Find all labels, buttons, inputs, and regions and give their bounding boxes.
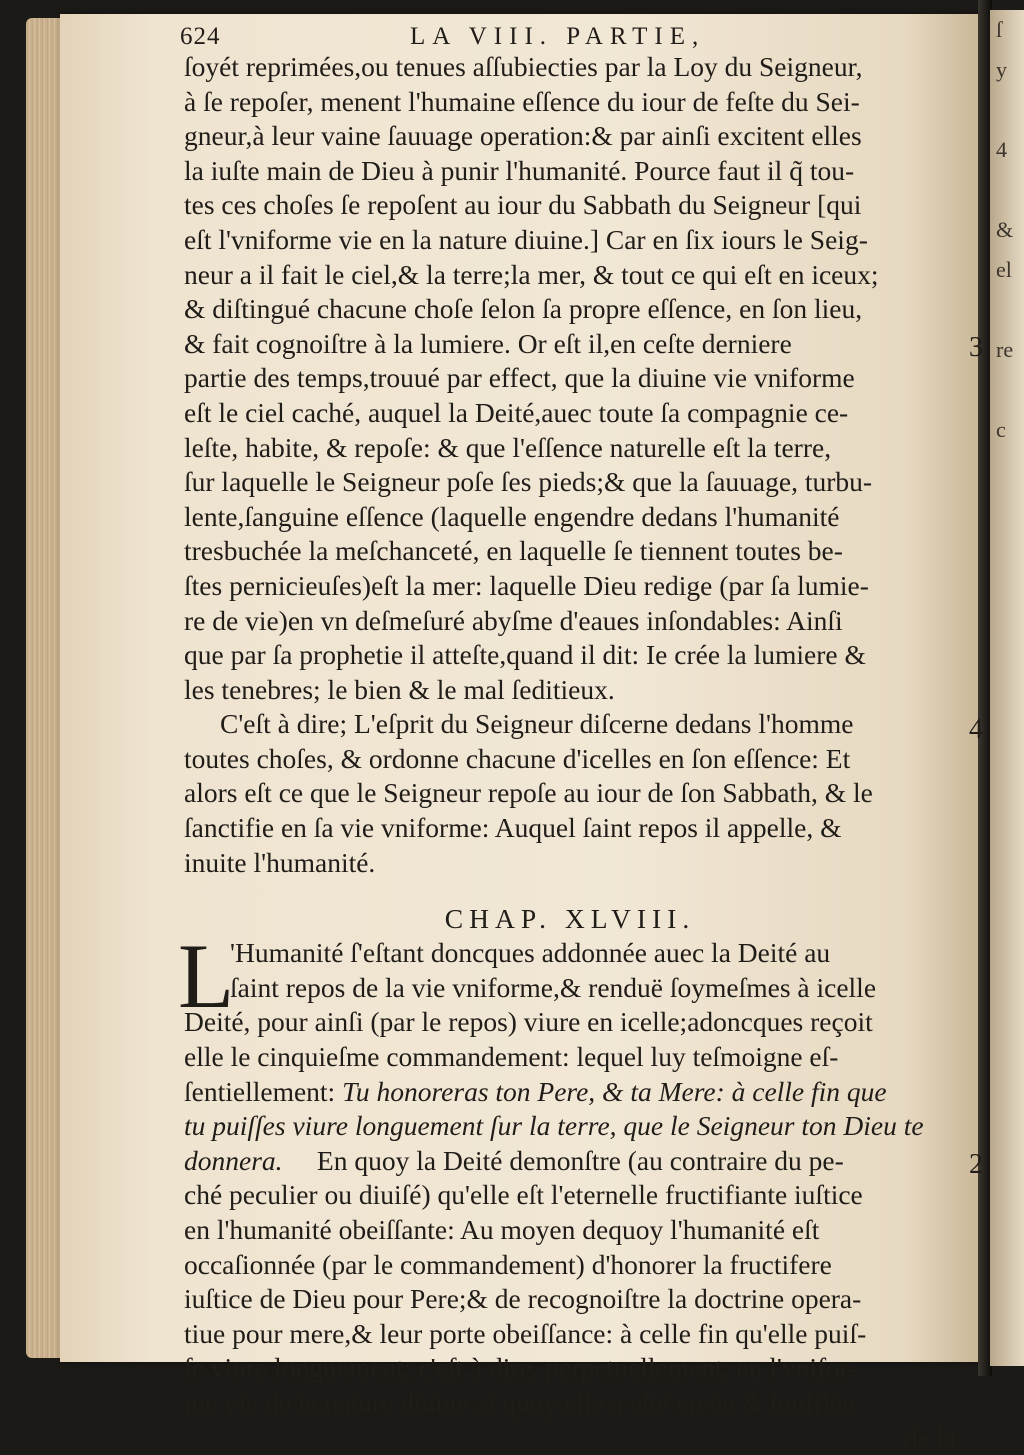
italic-quotation: donnera.: [184, 1144, 283, 1176]
text-line: eſt l'vniforme vie en la nature diuine.] Car en ſix iours le Seig-: [184, 223, 868, 255]
italic-quotation: Tu honoreras ton Pere, & ta Mere: à celle fin que: [342, 1075, 887, 1107]
text-line: ſoyét reprimées,ou tenues aſſubiecties par la Loy du Seigneur,: [184, 51, 863, 82]
paragraph-1: [184, 50, 983, 707]
facing-text: [996, 90, 1024, 130]
facing-text: el: [996, 257, 1012, 282]
text-line: lente,ſanguine eſſence (laquelle engendre dedans l'humanité: [184, 500, 840, 532]
facing-text: re: [996, 337, 1014, 362]
text-line: 'Humanité ſ'eſtant doncques addonnée auec la Deité au: [230, 937, 831, 969]
facing-page-fragment: [990, 10, 1024, 1366]
text-line: gneur,à leur vaine ſauuage operation:& par ainſi excitent elles: [184, 120, 862, 152]
margin-number: 4: [969, 714, 983, 746]
text-line: Deité, pour ainſi (par le repos) viure en icelle;adoncques reçoit: [184, 1006, 873, 1038]
text-line: me vie de la nature diuine: à quoy elle a eſté creée & ſoufflée: [184, 1386, 855, 1418]
text-line: tes ces choſes ſe repoſent au iour du Sabbath du Seigneur [qui: [184, 189, 862, 221]
text-line: [184, 707, 983, 746]
text-line: la iuſte main de Dieu à punir l'humanité. Pource faut il q̃ tou-: [184, 154, 855, 186]
text-line: que par ſa prophetie il atteſte,quand il dit: Ie crée la lumiere &: [184, 639, 866, 671]
text-line: tiue pour mere,& leur porte obeiſſance: à celle fin qu'elle puiſ-: [184, 1317, 867, 1349]
text-line: inuite l'humanité.: [184, 846, 376, 878]
facing-text: [996, 290, 1024, 330]
text-line: re de vie)en vn deſmeſuré abyſme d'eaues inſondables: Ainſi: [184, 604, 843, 636]
text-line-content: ſentiellement:: [184, 1075, 343, 1107]
text-line: en l'humanité obeiſſante: Au moyen dequoy l'humanité eſt: [184, 1214, 820, 1245]
text-line: partie des temps,trouué par effect, que la diuine vie vniforme: [184, 362, 855, 394]
text-line: leſte, habite, & repoſe: & que l'eſſence naturelle eſt la terre,: [184, 431, 832, 463]
page-text: [178, 23, 983, 1455]
text-line-content: C'eſt à dire; L'eſprit du Seigneur diſcerne dedans l'homme: [220, 708, 854, 740]
text-line: ſanctifie en ſa vie vniforme: Auquel ſaint repos il appelle, &: [184, 812, 842, 844]
text-line: toutes choſes, & ordonne chacune d'icelles en ſon eſſence: Et: [184, 742, 851, 774]
text-line: ſtes pernicieuſes)eſt la mer: laquelle Dieu redige (par ſa lumie-: [184, 569, 869, 601]
text-line: à ſe repoſer, menent l'humaine eſſence du iour de feſte du Sei-: [184, 85, 860, 117]
italic-quotation: tu puiſſes viure longuement ſur la terre, que le Seigneur ton Dieu te: [184, 1110, 924, 1142]
text-line: tresbuchée la meſchanceté, en laquelle ſe tiennent toutes be-: [184, 535, 843, 567]
running-title: LA VIII. PARTIE,: [410, 23, 706, 50]
text-line: ché peculier ou diuiſé) qu'elle eſt l'eternelle fructifiante iuſtice: [184, 1179, 863, 1211]
text-line: alors eſt ce que le Seigneur repoſe au iour de ſon Sabbath, & le: [184, 777, 873, 809]
margin-number: 3: [969, 331, 983, 363]
facing-text: &: [996, 217, 1014, 242]
facing-text: ſ: [996, 17, 1003, 42]
paragraph-2: [184, 707, 983, 880]
facing-text: [996, 370, 1024, 410]
text-line: ſaint repos de la vie vniforme,& renduë ſoymeſmes à icelle: [230, 971, 877, 1003]
facing-text: [996, 170, 1024, 210]
text-line: [184, 1144, 983, 1180]
running-header: [180, 23, 956, 50]
facing-text: c: [996, 417, 1006, 442]
text-line: & diſtingué chacune choſe ſelon ſa propre eſſence, en ſon lieu,: [184, 293, 863, 325]
chapter-heading: CHAP. XLVIII.: [444, 903, 696, 935]
text-line-content: En quoy la Deité demonſtre (au contraire du pe-: [316, 1144, 844, 1176]
text-line: iuſtice de Dieu pour Pere;& de recognoiſtre la doctrine opera-: [184, 1283, 862, 1315]
page-number: 624: [180, 23, 221, 50]
catchword: de la: [903, 1421, 956, 1453]
facing-text: 4: [996, 137, 1007, 162]
facing-text: y: [996, 57, 1007, 82]
text-line: ſe viure longuement; c'eſt à dire, perpetuellement, en l'vnifor-: [184, 1352, 858, 1384]
text-line: les tenebres; le bien & le mal ſeditieux.: [184, 673, 615, 705]
text-line: [184, 1075, 956, 1110]
text-line: occaſionnée (par le commandement) d'honorer la fructifere: [184, 1248, 832, 1280]
text-line: eſt le ciel caché, auquel la Deité,auec toute ſa compagnie ce-: [184, 396, 849, 428]
text-line-content: & fait cognoiſtre à la lumiere. Or eſt il,en ceſte derniere: [184, 327, 792, 359]
text-line: [184, 327, 983, 363]
text-line: elle le cinquieſme commandement: lequel luy teſmoigne eſ-: [184, 1041, 839, 1073]
drop-capital: L: [178, 925, 235, 1028]
text-line: neur a il fait le ciel,& la terre;la mer, & tout ce qui eſt en iceux;: [184, 258, 879, 290]
margin-number: 2: [969, 1148, 983, 1180]
text-line: ſur laquelle le Seigneur poſe ſes pieds;& que la ſauuage, turbu-: [184, 466, 873, 498]
